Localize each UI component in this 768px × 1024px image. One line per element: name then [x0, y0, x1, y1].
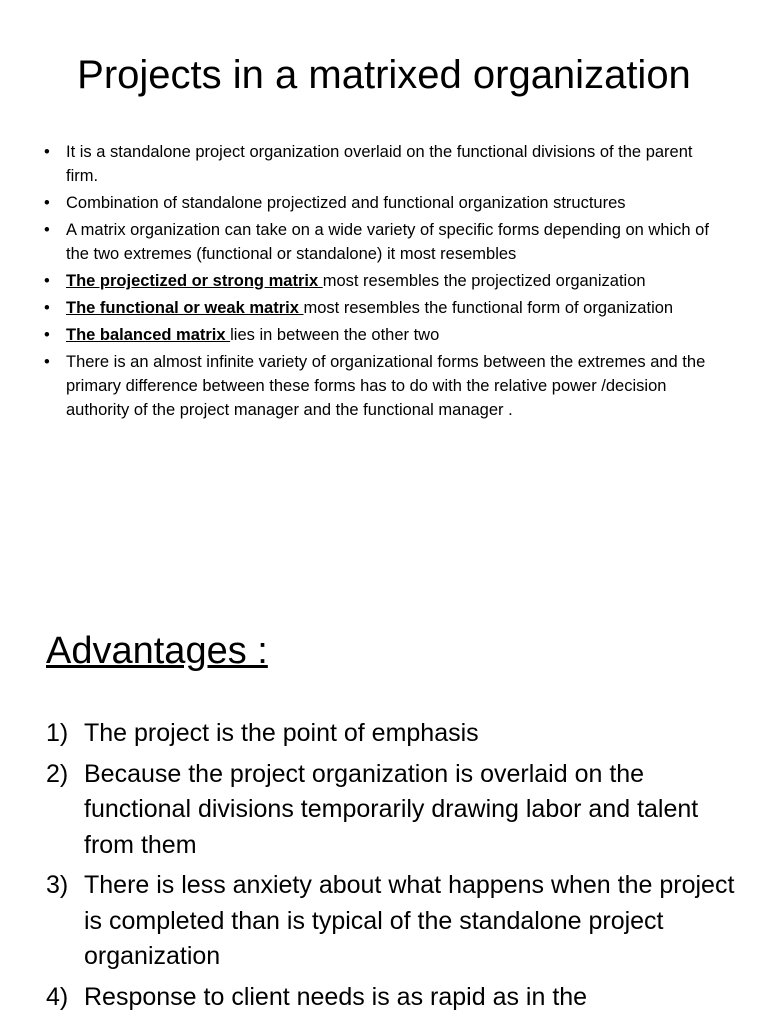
advantage-number: 1) — [46, 719, 69, 747]
bullet-item — [44, 140, 724, 188]
bullet-text: most resembles the functional form of organization — [303, 299, 674, 317]
bullet-item — [44, 323, 724, 347]
bullet-text: most resembles the projectized organization — [322, 272, 646, 290]
bullet-text: Combination of standalone projectized and functional organization structures — [66, 194, 626, 212]
advantage-text: Response to client needs is as rapid as in the — [84, 982, 588, 1011]
bullet-item — [44, 296, 724, 320]
advantages-heading: Advantages : — [46, 630, 268, 672]
bullet-icon: • — [44, 194, 50, 212]
bullet-icon: • — [44, 299, 50, 317]
bullet-text: It is a standalone project organization overlaid on the functional divisions of the parent firm. — [66, 143, 693, 185]
advantage-number: 2) — [46, 759, 69, 788]
bullet-lead-term: The projectized or strong matrix — [66, 272, 323, 290]
bullet-icon: • — [44, 326, 50, 344]
advantage-number: 4) — [46, 982, 69, 1011]
bullet-item — [44, 191, 724, 215]
advantage-text: The project is the point of emphasis — [84, 719, 479, 747]
bullet-text: There is an almost infinite variety of organizational forms between the extremes and the primary difference between these forms has to do with the relative power /decision authority of the project manager and the functional manager . — [66, 353, 706, 419]
bullet-icon: • — [44, 143, 50, 161]
advantage-text: Because the project organization is overlaid on the functional divisions temporarily drawing labor and talent from them — [84, 759, 699, 859]
bullet-list — [44, 140, 724, 425]
advantages-list — [46, 716, 736, 1020]
slide-title: Projects in a matrixed organization — [77, 53, 691, 97]
bullet-item — [44, 218, 724, 266]
bullet-item — [44, 350, 724, 422]
advantage-number: 3) — [46, 871, 69, 899]
bullet-item — [44, 269, 724, 293]
advantage-item — [46, 980, 736, 1016]
bullet-lead-term: The balanced matrix — [66, 326, 231, 344]
advantage-item — [46, 716, 736, 752]
advantage-item — [46, 868, 736, 975]
bullet-icon: • — [44, 353, 50, 371]
advantage-item — [46, 757, 736, 864]
advantage-text: There is less anxiety about what happens when the project is completed than is typical of the standalone project organization — [84, 871, 735, 970]
bullet-text: lies in between the other two — [230, 326, 440, 344]
bullet-text: A matrix organization can take on a wide variety of specific forms depending on which of the two extremes (functional or standalone) it most resembles — [66, 221, 709, 263]
bullet-icon: • — [44, 221, 50, 239]
bullet-lead-term: The functional or weak matrix — [66, 299, 304, 317]
bullet-icon: • — [44, 272, 50, 290]
